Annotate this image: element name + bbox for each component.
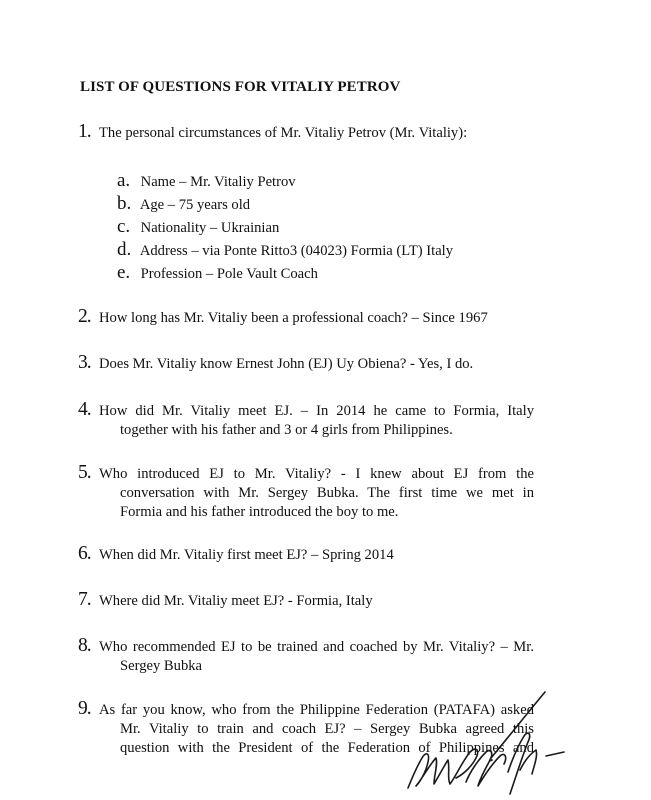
question-continuation: together with his father and 3 or 4 girls from Philippines. [120, 422, 453, 438]
question-continuation: Formia and his father introduced the boy to me. [120, 504, 399, 520]
question-number: 2. [78, 306, 91, 327]
handwritten-signature [400, 690, 580, 800]
question-3 [78, 353, 534, 374]
detail-item-address [117, 239, 453, 261]
question-8 [78, 636, 534, 676]
question-number: 9. [78, 698, 91, 719]
question-text: The personal circumstances of Mr. Vitaliy Petrov (Mr. Vitaliy): [99, 125, 468, 141]
question-number: 1. [78, 121, 91, 142]
item-letter: e. [117, 262, 131, 283]
item-letter: d. [117, 239, 132, 260]
detail-item-age [117, 193, 250, 215]
question-5 [78, 463, 534, 522]
detail-item-nationality [117, 216, 279, 238]
item-letter: c. [117, 216, 131, 237]
item-text: Age – 75 years old [139, 197, 251, 213]
question-text: As far you know, who from the Philippine Federation (PATAFA) asked [99, 702, 534, 718]
question-7 [78, 590, 534, 611]
question-continuation: Sergey Bubka [120, 658, 203, 674]
question-text: Who introduced EJ to Mr. Vitaliy? - I knew about EJ from the [99, 466, 534, 482]
question-number: 5. [78, 462, 91, 483]
question-1 [78, 122, 534, 143]
question-text: When did Mr. Vitaliy first meet EJ? – Spring 2014 [99, 547, 394, 563]
question-number: 8. [78, 635, 91, 656]
item-text: Name – Mr. Vitaliy Petrov [140, 174, 296, 190]
item-text: Address – via Ponte Ritto3 (04023) Formia (LT) Italy [139, 243, 454, 259]
question-continuation: conversation with Mr. Sergey Bubka. The first time we met in [120, 485, 534, 501]
item-text: Profession – Pole Vault Coach [140, 266, 318, 282]
document-title: LIST OF QUESTIONS FOR VITALIY PETROV [80, 79, 401, 95]
item-text: Nationality – Ukrainian [140, 220, 280, 236]
question-text: Who recommended EJ to be trained and coached by Mr. Vitaliy? – Mr. [99, 639, 534, 655]
question-continuation: question with the President of the Federation of Philippines and [120, 740, 534, 756]
detail-item-profession [117, 262, 318, 284]
question-text: How long has Mr. Vitaliy been a professional coach? – Since 1967 [99, 310, 488, 326]
question-number: 4. [78, 399, 91, 420]
question-4 [78, 400, 534, 440]
detail-item-name [117, 170, 296, 192]
question-text: How did Mr. Vitaliy meet EJ. – In 2014 he came to Formia, Italy [99, 403, 534, 419]
question-2 [78, 307, 534, 328]
question-text: Where did Mr. Vitaliy meet EJ? - Formia, Italy [99, 593, 373, 609]
question-number: 6. [78, 543, 91, 564]
item-letter: a. [117, 170, 131, 191]
question-6 [78, 544, 534, 565]
question-continuation: Mr. Vitaliy to train and coach EJ? – Sergey Bubka agreed this [120, 721, 534, 737]
question-text: Does Mr. Vitaliy know Ernest John (EJ) Uy Obiena? - Yes, I do. [99, 356, 474, 372]
question-number: 7. [78, 589, 91, 610]
question-number: 3. [78, 352, 91, 373]
item-letter: b. [117, 193, 132, 214]
